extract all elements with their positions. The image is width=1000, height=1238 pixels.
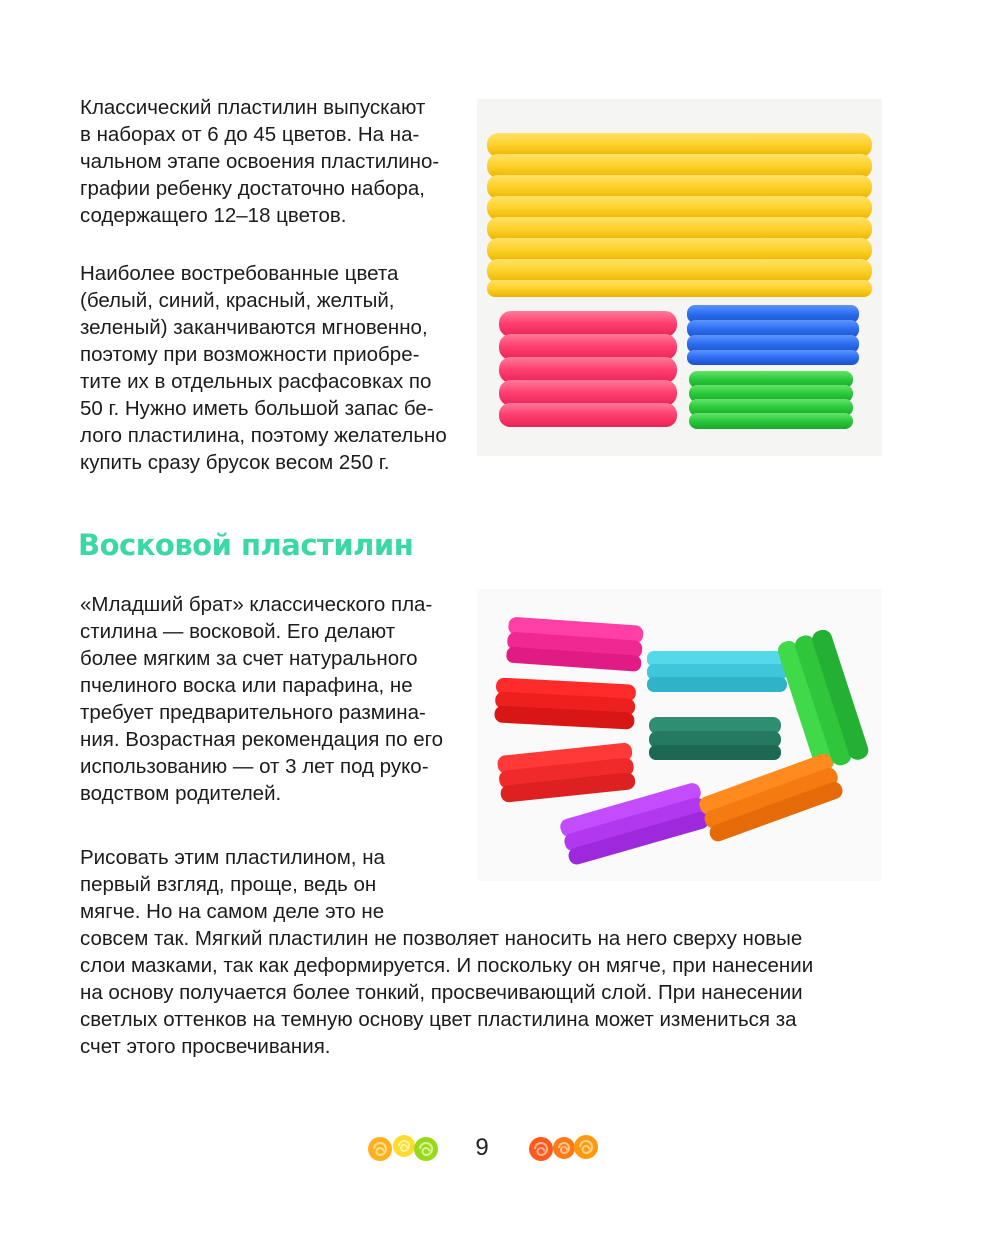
text-line: требует предварительного размина-	[80, 701, 426, 724]
text-line: тите их в отдельных расфасовках по	[80, 370, 432, 393]
wax-paragraph	[80, 591, 443, 807]
text-line: стилина — восковой. Его делают	[80, 620, 396, 643]
right-spiral-ornament-icon	[527, 1132, 601, 1164]
green-bar	[689, 371, 853, 429]
text-line: в наборах от 6 до 45 цветов. На на-	[80, 123, 420, 146]
text-line: «Младший брат» классического пла-	[80, 593, 433, 616]
colors-paragraph	[80, 260, 447, 476]
intro-paragraph	[80, 94, 439, 229]
orange-stick	[697, 752, 845, 844]
text-line: Рисовать этим пластилином, на	[80, 846, 385, 869]
text-line: на основу получается более тонкий, просвечивающий слой. При нанесении	[80, 981, 803, 1004]
yellow-bar	[487, 133, 872, 297]
red-stick	[494, 677, 636, 729]
classic-plasticine-photo	[477, 99, 882, 456]
text-line: Классический пластилин выпускают	[80, 96, 426, 119]
text-line: использованию — от 3 лет под руко-	[80, 755, 429, 778]
page-number: 9	[475, 1134, 489, 1161]
teal-stick	[649, 717, 781, 760]
text-line: счет этого просвечивания.	[80, 1035, 331, 1058]
text-line: слои мазками, так как деформируется. И поскольку он мягче, при нанесении	[80, 954, 814, 977]
text-line: чальном этапе освоения пластилино-	[80, 150, 440, 173]
text-line: 50 г. Нужно иметь большой запас бе-	[80, 397, 434, 420]
magenta-stick	[506, 617, 644, 672]
classic-plasticine-illustration	[477, 99, 882, 456]
text-line: содержащего 12–18 цветов.	[80, 204, 347, 227]
text-line: Наиболее востребованные цвета	[80, 262, 399, 285]
text-line: ния. Возрастная рекомендация по его	[80, 728, 444, 751]
text-line: (белый, синий, красный, желтый,	[80, 289, 395, 312]
text-line: водством родителей.	[80, 782, 282, 805]
text-line: лого пластилина, поэтому желательно	[80, 424, 447, 447]
text-line: совсем так. Мягкий пластилин не позволяет наносить на него сверху новые	[80, 927, 803, 950]
text-line: поэтому при возможности приобре-	[80, 343, 420, 366]
text-line: купить сразу брусок весом 250 г.	[80, 451, 390, 474]
text-line: более мягким за счет натурального	[80, 647, 418, 670]
text-line: графии ребенку достаточно набора,	[80, 177, 425, 200]
blue-bar	[687, 305, 859, 365]
text-line: пчелиного воска или парафина, не	[80, 674, 413, 697]
text-line: первый взгляд, проще, ведь он	[80, 873, 377, 896]
left-spiral-ornament-icon	[366, 1132, 440, 1164]
pink-bar	[499, 311, 677, 427]
text-line: светлых оттенков на темную основу цвет пластилина может измениться за	[80, 1008, 797, 1031]
drawing-paragraph	[80, 844, 813, 1060]
red-stick-2	[497, 742, 636, 803]
green-stick	[776, 628, 871, 774]
section-heading: Восковой пластилин	[78, 528, 414, 562]
wax-plasticine-illustration	[477, 589, 882, 881]
wax-plasticine-photo	[477, 589, 882, 881]
text-line: зеленый) заканчиваются мгновенно,	[80, 316, 428, 339]
text-line: мягче. Но на самом деле это не	[80, 900, 385, 923]
cyan-stick	[647, 651, 787, 692]
